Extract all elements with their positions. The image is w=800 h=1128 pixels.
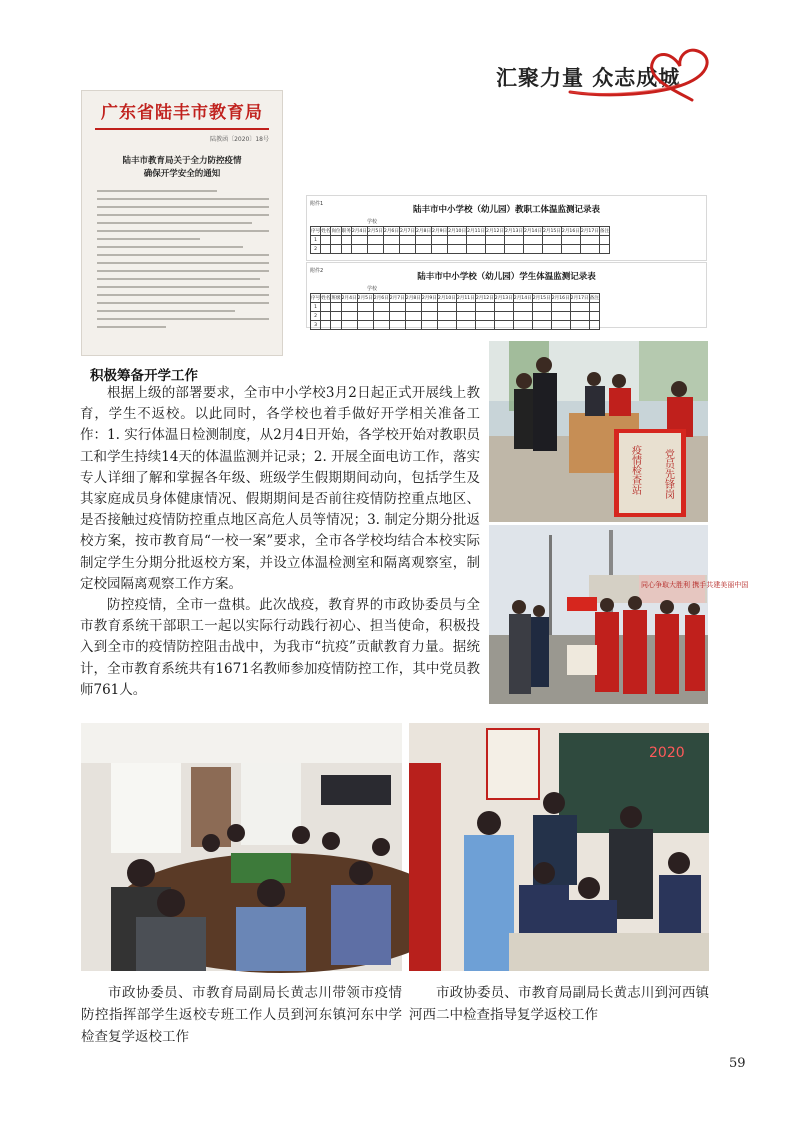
heart-swoosh-icon xyxy=(560,40,720,110)
header-title: 汇聚力量 众志成城 xyxy=(496,66,681,90)
table-cell xyxy=(351,236,367,245)
table-cell xyxy=(331,245,341,254)
notice-title-line2: 确保开学安全的通知 xyxy=(143,169,221,179)
notice-doc-number: 陆教函〔2020〕18号 xyxy=(210,136,269,143)
table-cell xyxy=(416,245,432,254)
table-cell xyxy=(561,236,580,245)
table-cell xyxy=(357,303,373,312)
table-cell xyxy=(475,321,494,330)
table-row xyxy=(311,321,600,330)
table-cell xyxy=(357,312,373,321)
table-cell xyxy=(532,312,551,321)
table-cell: 3 xyxy=(311,321,321,330)
table-cell xyxy=(331,303,341,312)
table-cell xyxy=(421,303,437,312)
table-header-cell: 2月9日 xyxy=(421,294,437,303)
table-cell xyxy=(373,312,389,321)
table-cell xyxy=(599,236,609,245)
form-school-label: 学校 xyxy=(367,219,378,225)
student-form-table xyxy=(310,293,600,330)
table-header-cell: 2月8日 xyxy=(416,227,432,236)
table-header-cell: 2月6日 xyxy=(373,294,389,303)
table-cell xyxy=(599,245,609,254)
table-cell xyxy=(513,321,532,330)
table-header-cell: 2月9日 xyxy=(432,227,448,236)
table-header-cell: 2月14日 xyxy=(513,294,532,303)
table-header-cell: 2月7日 xyxy=(389,294,405,303)
article-body xyxy=(80,383,480,701)
student-temperature-form xyxy=(306,262,707,328)
table-cell xyxy=(373,303,389,312)
table-cell: 2 xyxy=(311,245,321,254)
table-cell xyxy=(383,236,399,245)
table-cell xyxy=(437,321,456,330)
table-cell xyxy=(416,236,432,245)
table-cell xyxy=(421,312,437,321)
staff-form-table xyxy=(310,226,610,254)
table-header-cell: 2月7日 xyxy=(399,227,415,236)
table-cell xyxy=(513,312,532,321)
table-header-cell: 序号 xyxy=(311,294,321,303)
table-cell xyxy=(399,245,415,254)
table-header-cell: 2月12日 xyxy=(486,227,505,236)
table-cell xyxy=(437,312,456,321)
table-cell xyxy=(357,321,373,330)
table-cell xyxy=(542,236,561,245)
table-cell xyxy=(321,321,331,330)
table-cell: 1 xyxy=(311,236,321,245)
table-cell xyxy=(341,245,351,254)
table-cell xyxy=(561,245,580,254)
notice-agency-title: 广东省陆丰市教育局 xyxy=(101,103,263,123)
table-cell xyxy=(331,312,341,321)
table-cell xyxy=(494,321,513,330)
table-cell xyxy=(570,303,589,312)
table-header-cell: 序号 xyxy=(311,227,321,236)
table-cell xyxy=(486,236,505,245)
table-header-cell: 2月16日 xyxy=(561,227,580,236)
table-cell xyxy=(456,321,475,330)
table-cell xyxy=(589,303,599,312)
table-header-cell: 姓名 xyxy=(321,227,331,236)
table-header-cell: 2月10日 xyxy=(448,227,467,236)
table-cell xyxy=(331,236,341,245)
banner-text: 党员先锋岗 xyxy=(662,449,674,499)
page-number: 59 xyxy=(729,1056,746,1071)
table-cell xyxy=(475,303,494,312)
table-cell xyxy=(383,245,399,254)
table-header-cell: 姓名 xyxy=(321,294,331,303)
photo-roadside-checkpoint xyxy=(489,525,749,704)
table-cell xyxy=(341,303,357,312)
section-heading: 积极筹备开学工作 xyxy=(90,368,198,384)
form-attachment-label: 附件1 xyxy=(310,201,324,207)
table-cell xyxy=(437,303,456,312)
table-cell xyxy=(523,236,542,245)
notice-title-line1: 陆丰市教育局关于全力防控疫情 xyxy=(122,156,242,166)
table-header-cell: 2月16日 xyxy=(551,294,570,303)
table-cell xyxy=(448,245,467,254)
table-row xyxy=(311,245,610,254)
table-header-cell: 备注 xyxy=(589,294,599,303)
table-cell xyxy=(467,236,486,245)
table-cell xyxy=(331,321,341,330)
table-cell: 2 xyxy=(311,312,321,321)
table-cell xyxy=(405,312,421,321)
table-header-cell: 岗位 xyxy=(331,227,341,236)
table-cell xyxy=(321,303,331,312)
table-cell xyxy=(456,303,475,312)
table-header-cell: 2月5日 xyxy=(367,227,383,236)
table-header-cell: 2月15日 xyxy=(542,227,561,236)
notice-red-rule xyxy=(95,128,269,130)
table-cell xyxy=(389,312,405,321)
photo-classroom xyxy=(409,723,709,971)
table-cell xyxy=(432,236,448,245)
table-cell xyxy=(570,312,589,321)
photo-checkpoint-desk xyxy=(489,341,708,522)
table-cell xyxy=(321,312,331,321)
caption-left: 市政协委员、市教育局副局长黄志川带领市疫情防控指挥部学生返校专班工作人员到河东镇河东中学检查复学返校工作 xyxy=(81,985,402,1045)
table-cell xyxy=(486,245,505,254)
table-header-row xyxy=(311,294,600,303)
table-cell xyxy=(551,312,570,321)
table-header-cell: 职务 xyxy=(341,227,351,236)
notice-body-lines xyxy=(97,190,269,334)
table-header-cell: 2月5日 xyxy=(357,294,373,303)
table-header-cell: 2月13日 xyxy=(494,294,513,303)
form-title: 陆丰市中小学校（幼儿园）教职工体温监测记录表 xyxy=(412,205,600,215)
table-cell xyxy=(421,321,437,330)
slogan-board-text: 2020 xyxy=(649,745,685,761)
roadside-banner-text: 同心争取大胜利 携手共建美丽中国 xyxy=(641,581,749,589)
table-header-cell: 2月15日 xyxy=(532,294,551,303)
notice-document-scan xyxy=(81,90,283,356)
table-cell xyxy=(341,312,357,321)
table-cell xyxy=(532,321,551,330)
table-header-cell: 2月17日 xyxy=(580,227,599,236)
table-cell xyxy=(475,312,494,321)
photo-meeting-room xyxy=(81,723,402,971)
table-cell xyxy=(589,312,599,321)
table-cell xyxy=(494,303,513,312)
table-cell xyxy=(467,245,486,254)
table-cell xyxy=(505,245,524,254)
caption-right: 市政协委员、市教育局副局长黄志川到河西镇河西二中检查指导复学返校工作 xyxy=(409,985,709,1023)
table-cell xyxy=(432,245,448,254)
table-cell xyxy=(532,303,551,312)
table-header-cell: 2月4日 xyxy=(351,227,367,236)
table-header-cell: 2月6日 xyxy=(383,227,399,236)
table-cell xyxy=(367,236,383,245)
sign-text: 疫情检查站 xyxy=(629,445,641,495)
staff-temperature-form xyxy=(306,195,707,261)
table-row xyxy=(311,303,600,312)
table-cell xyxy=(505,236,524,245)
table-header-cell: 2月8日 xyxy=(405,294,421,303)
article-paragraph: 防控疫情，全市一盘棋。此次战疫，教育界的市政协委员与全市教育系统干部职工一起以实际行动践行初心、担当使命，积极投入到全市的疫情防控阻击战中，为我市“抗疫”贡献教育力量。据统计，全市教育系统共有1671名教师参加疫情防控工作，其中党员教师761人。 xyxy=(80,597,480,698)
table-cell xyxy=(341,236,351,245)
table-cell xyxy=(580,236,599,245)
table-cell xyxy=(321,236,331,245)
table-cell xyxy=(513,303,532,312)
table-header-cell: 备注 xyxy=(599,227,609,236)
table-header-cell: 2月12日 xyxy=(475,294,494,303)
table-header-cell: 2月11日 xyxy=(467,227,486,236)
table-row xyxy=(311,312,600,321)
table-cell xyxy=(389,303,405,312)
table-header-cell: 2月14日 xyxy=(523,227,542,236)
table-cell xyxy=(321,245,331,254)
table-header-cell: 2月17日 xyxy=(570,294,589,303)
table-cell xyxy=(367,245,383,254)
table-cell xyxy=(523,245,542,254)
table-header-cell: 2月10日 xyxy=(437,294,456,303)
table-cell xyxy=(456,312,475,321)
form-school-label: 学校 xyxy=(367,286,378,292)
table-header-cell: 2月11日 xyxy=(456,294,475,303)
table-cell xyxy=(351,245,367,254)
table-cell xyxy=(580,245,599,254)
table-cell xyxy=(551,303,570,312)
table-cell xyxy=(542,245,561,254)
table-cell: 1 xyxy=(311,303,321,312)
table-cell xyxy=(399,236,415,245)
table-header-row xyxy=(311,227,610,236)
table-header-cell: 班级 xyxy=(331,294,341,303)
table-cell xyxy=(341,321,357,330)
table-row xyxy=(311,236,610,245)
table-cell xyxy=(551,321,570,330)
table-header-cell: 2月13日 xyxy=(505,227,524,236)
table-cell xyxy=(570,321,589,330)
article-paragraph: 根据上级的部署要求，全市中小学校3月2日起正式开展线上教育，学生不返校。以此同时，各学校也着手做好开学相关准备工作：1. 实行体温日检测制度，从2月4日开始，各学校开始对教职员工和学生持续14天的体温监测并记录；2. 开展全面电访工作，落实专人详细了解和掌握各年级、班级学生假期期间动向，包括学生及其家庭成员身体健康情况、假期期间是否前往疫情防控重点地区、是否接触过疫情防控重点地区高危人员等情况；3. 制定分期分批返校方案，按市教育局“一校一案”要求，全市各学校均结合本校实际制定学生分期分批返校方案，并设立体温检测室和隔离观察室，制定校园隔离观察工作方案。 xyxy=(80,385,480,592)
table-cell xyxy=(405,303,421,312)
table-cell xyxy=(589,321,599,330)
form-title: 陆丰市中小学校（幼儿园）学生体温监测记录表 xyxy=(417,272,596,282)
table-cell xyxy=(389,321,405,330)
table-cell xyxy=(373,321,389,330)
table-cell xyxy=(494,312,513,321)
table-cell xyxy=(405,321,421,330)
table-cell xyxy=(448,236,467,245)
table-header-cell: 2月4日 xyxy=(341,294,357,303)
form-attachment-label: 附件2 xyxy=(310,268,324,274)
